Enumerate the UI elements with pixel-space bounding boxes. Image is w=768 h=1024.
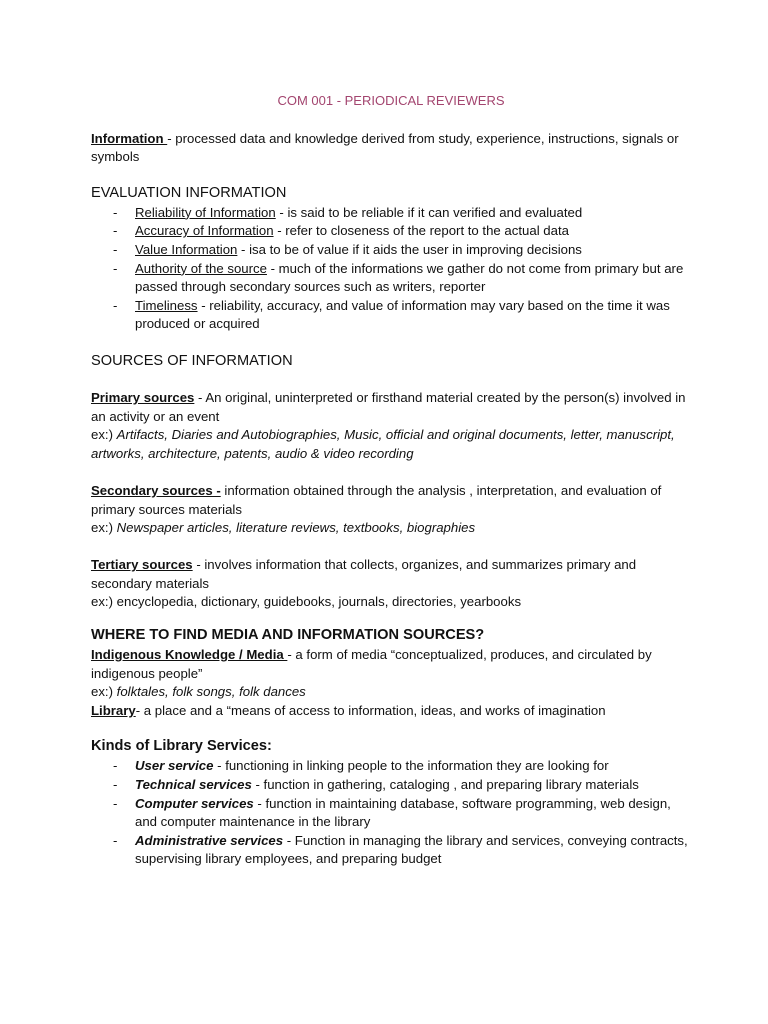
document-title: COM 001 - PERIODICAL REVIEWERS xyxy=(277,93,505,108)
list-item xyxy=(91,757,691,776)
library-definition xyxy=(91,702,691,721)
list-item xyxy=(91,222,691,241)
list-item xyxy=(91,795,691,832)
information-term: Information xyxy=(91,130,168,146)
list-item xyxy=(91,260,691,297)
list-item xyxy=(91,204,691,223)
item-text: - much of the informations we gather do not come from primary but are passed through secondary sources such as writers, reporter xyxy=(135,260,684,295)
indigenous-media xyxy=(91,646,691,683)
indigenous-text: - a form of media “conceptualized, produces, and circulated by indigenous people” xyxy=(91,647,652,681)
information-text: - processed data and knowledge derived from study, experience, instructions, signals or symbols xyxy=(91,130,679,165)
primary-term: Primary sources xyxy=(91,389,195,405)
item-text: - function in gathering, cataloging , and preparing library materials xyxy=(251,777,639,793)
item-term: User service xyxy=(135,758,214,774)
item-text: - function in maintaining database, software programming, web design, and computer maintenance in the library xyxy=(135,795,671,830)
list-item xyxy=(91,776,691,795)
item-text: - is said to be reliable if it can verified and evaluated xyxy=(275,204,583,220)
list-item xyxy=(91,297,691,334)
list-item xyxy=(91,241,691,260)
secondary-example xyxy=(91,519,691,538)
item-text: - isa to be of value if it aids the user in improving decisions xyxy=(237,241,582,257)
indigenous-example xyxy=(91,683,691,702)
secondary-text: information obtained through the analysis , interpretation, and evaluation of primary sources materials xyxy=(91,482,662,517)
services-list xyxy=(91,757,691,869)
tertiary-text: - involves information that collects, organizes, and summarizes primary and secondary materials xyxy=(91,557,637,591)
item-term: Reliability of Information xyxy=(135,204,276,220)
tertiary-sources xyxy=(91,556,691,593)
secondary-sources xyxy=(91,482,691,519)
primary-text: - An original, uninterpreted or firsthand material created by the person(s) involved in an activity or an event xyxy=(91,389,686,424)
example-text: Artifacts, Diaries and Autobiographies, Music, official and original documents, letter, manuscript, artworks, architecture, patents, audio & video recording xyxy=(91,427,675,461)
document-page xyxy=(91,92,691,869)
example-text: Newspaper articles, literature reviews, textbooks, biographies xyxy=(116,520,476,536)
sources-heading: SOURCES OF INFORMATION xyxy=(91,352,293,369)
item-text: - reliability, accuracy, and value of information may vary based on the time it was produced or acquired xyxy=(135,297,670,332)
tertiary-term: Tertiary sources xyxy=(91,557,193,573)
tertiary-example: ex:) encyclopedia, dictionary, guidebooks, journals, directories, yearbooks xyxy=(91,594,522,610)
item-text: - functioning in linking people to the information they are looking for xyxy=(213,758,609,774)
evaluation-heading: EVALUATION INFORMATION xyxy=(91,184,287,201)
evaluation-list xyxy=(91,204,691,334)
example-text: folktales, folk songs, folk dances xyxy=(116,684,306,700)
item-text: - refer to closeness of the report to the actual data xyxy=(273,223,569,239)
example-label: ex:) xyxy=(91,427,117,443)
example-label: ex:) xyxy=(91,520,117,536)
library-text: - a place and a “means of access to information, ideas, and works of imagination xyxy=(135,702,606,718)
where-heading: WHERE TO FIND MEDIA AND INFORMATION SOURCES? xyxy=(91,627,485,644)
information-definition xyxy=(91,130,691,167)
secondary-term: Secondary sources - xyxy=(91,482,221,498)
item-term: Administrative services xyxy=(135,832,284,848)
primary-example xyxy=(91,426,691,463)
item-term: Accuracy of Information xyxy=(135,223,274,239)
primary-sources xyxy=(91,389,691,426)
item-term: Computer services xyxy=(135,795,254,811)
item-term: Value Information xyxy=(135,241,238,257)
list-item xyxy=(91,832,691,869)
services-heading: Kinds of Library Services: xyxy=(91,738,272,755)
indigenous-term: Indigenous Knowledge / Media xyxy=(91,647,288,663)
item-term: Technical services xyxy=(135,777,252,793)
library-term: Library xyxy=(91,702,136,718)
item-term: Timeliness xyxy=(135,297,198,313)
example-label: ex:) xyxy=(91,684,117,700)
item-text: - Function in managing the library and services, conveying contracts, supervising library employees, and preparing budget xyxy=(135,832,688,867)
item-term: Authority of the source xyxy=(135,260,267,276)
